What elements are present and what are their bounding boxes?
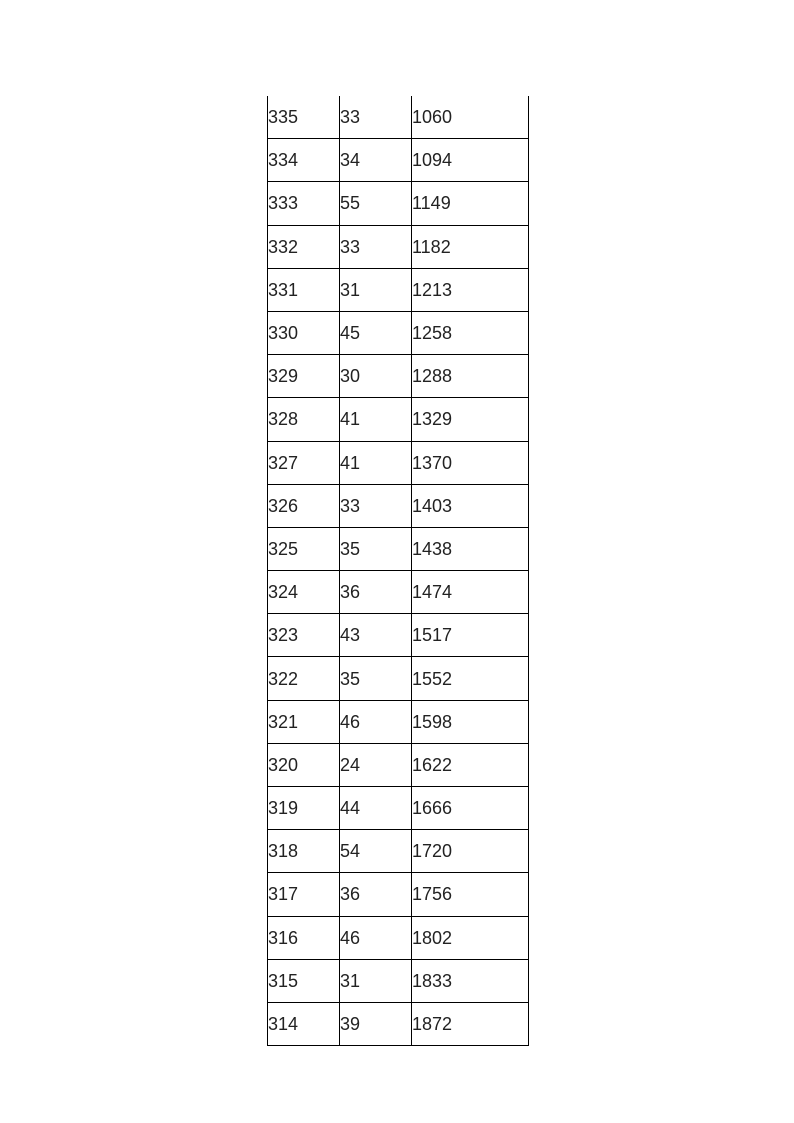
table-cell: 31 bbox=[340, 268, 412, 311]
table-cell: 315 bbox=[268, 959, 340, 1002]
table-cell: 24 bbox=[340, 743, 412, 786]
table-cell: 1666 bbox=[412, 787, 529, 830]
table-cell: 326 bbox=[268, 484, 340, 527]
table-cell: 1720 bbox=[412, 830, 529, 873]
table-cell: 1213 bbox=[412, 268, 529, 311]
table-row bbox=[268, 787, 529, 830]
table-cell: 1802 bbox=[412, 916, 529, 959]
table-cell: 1060 bbox=[412, 96, 529, 139]
table-row bbox=[268, 959, 529, 1002]
table-cell: 321 bbox=[268, 700, 340, 743]
table-cell: 33 bbox=[340, 96, 412, 139]
table-row bbox=[268, 96, 529, 139]
table-row bbox=[268, 311, 529, 354]
table-cell: 1370 bbox=[412, 441, 529, 484]
table-row bbox=[268, 441, 529, 484]
table-cell: 35 bbox=[340, 657, 412, 700]
table-row bbox=[268, 398, 529, 441]
table-cell: 33 bbox=[340, 225, 412, 268]
table-cell: 55 bbox=[340, 182, 412, 225]
table-cell: 323 bbox=[268, 614, 340, 657]
table-cell: 317 bbox=[268, 873, 340, 916]
table-cell: 46 bbox=[340, 700, 412, 743]
table-cell: 39 bbox=[340, 1002, 412, 1045]
table-cell: 1598 bbox=[412, 700, 529, 743]
table-cell: 36 bbox=[340, 873, 412, 916]
table-row bbox=[268, 1002, 529, 1045]
table-row bbox=[268, 527, 529, 570]
table-cell: 35 bbox=[340, 527, 412, 570]
table-cell: 1288 bbox=[412, 355, 529, 398]
table-cell: 329 bbox=[268, 355, 340, 398]
table-row bbox=[268, 614, 529, 657]
table-cell: 1438 bbox=[412, 527, 529, 570]
table-cell: 1517 bbox=[412, 614, 529, 657]
table-cell: 31 bbox=[340, 959, 412, 1002]
table-cell: 319 bbox=[268, 787, 340, 830]
table-row bbox=[268, 268, 529, 311]
table-cell: 45 bbox=[340, 311, 412, 354]
table-cell: 43 bbox=[340, 614, 412, 657]
table-cell: 41 bbox=[340, 441, 412, 484]
table-cell: 33 bbox=[340, 484, 412, 527]
table-cell: 1149 bbox=[412, 182, 529, 225]
table-row bbox=[268, 484, 529, 527]
table-cell: 34 bbox=[340, 139, 412, 182]
table-cell: 327 bbox=[268, 441, 340, 484]
table-cell: 330 bbox=[268, 311, 340, 354]
table-cell: 1872 bbox=[412, 1002, 529, 1045]
table-row bbox=[268, 355, 529, 398]
table-cell: 1552 bbox=[412, 657, 529, 700]
table-cell: 54 bbox=[340, 830, 412, 873]
table-row bbox=[268, 873, 529, 916]
table-cell: 1622 bbox=[412, 743, 529, 786]
table-row bbox=[268, 571, 529, 614]
table-cell: 1756 bbox=[412, 873, 529, 916]
table-row bbox=[268, 657, 529, 700]
table-cell: 1258 bbox=[412, 311, 529, 354]
table-cell: 322 bbox=[268, 657, 340, 700]
table-cell: 1094 bbox=[412, 139, 529, 182]
table-cell: 335 bbox=[268, 96, 340, 139]
table-row bbox=[268, 139, 529, 182]
table-cell: 314 bbox=[268, 1002, 340, 1045]
table-cell: 46 bbox=[340, 916, 412, 959]
table-cell: 1182 bbox=[412, 225, 529, 268]
table-cell: 333 bbox=[268, 182, 340, 225]
table-cell: 30 bbox=[340, 355, 412, 398]
table-cell: 1329 bbox=[412, 398, 529, 441]
table-body bbox=[268, 96, 529, 1046]
table-row bbox=[268, 743, 529, 786]
table-cell: 328 bbox=[268, 398, 340, 441]
table-cell: 318 bbox=[268, 830, 340, 873]
table-cell: 331 bbox=[268, 268, 340, 311]
score-table bbox=[267, 96, 529, 1046]
table-cell: 1833 bbox=[412, 959, 529, 1002]
table-cell: 324 bbox=[268, 571, 340, 614]
table-cell: 36 bbox=[340, 571, 412, 614]
table-row bbox=[268, 830, 529, 873]
table-cell: 41 bbox=[340, 398, 412, 441]
table-cell: 332 bbox=[268, 225, 340, 268]
table-cell: 334 bbox=[268, 139, 340, 182]
table-cell: 1403 bbox=[412, 484, 529, 527]
table-row bbox=[268, 182, 529, 225]
table-cell: 320 bbox=[268, 743, 340, 786]
table-cell: 316 bbox=[268, 916, 340, 959]
table-row bbox=[268, 700, 529, 743]
table-row bbox=[268, 225, 529, 268]
table-cell: 1474 bbox=[412, 571, 529, 614]
table-cell: 325 bbox=[268, 527, 340, 570]
table-row bbox=[268, 916, 529, 959]
table-cell: 44 bbox=[340, 787, 412, 830]
